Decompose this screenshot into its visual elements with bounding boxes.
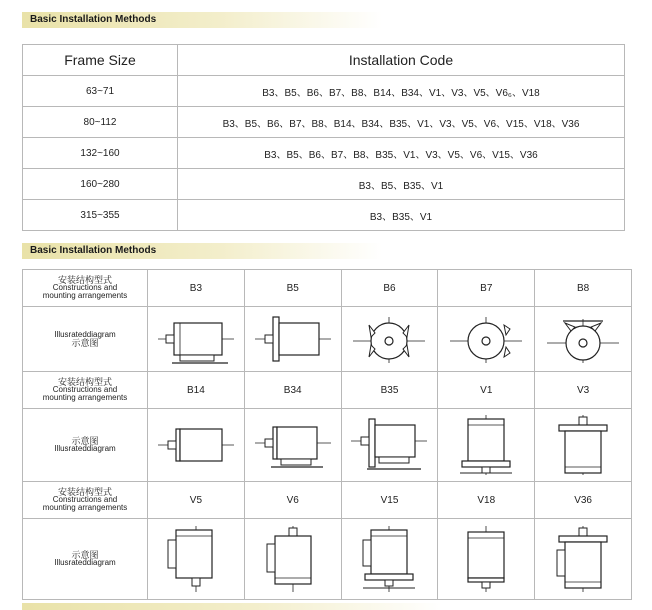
- frame-size-cell: 63~71: [23, 76, 178, 107]
- motor-wall-mount-icon: [349, 313, 429, 365]
- mount-code-cell: B5: [244, 270, 341, 307]
- section-banner-mid: Basic Installation Methods: [22, 243, 382, 259]
- diagram-label-en: Illusrateddiagram: [54, 558, 116, 567]
- frame-size-cell: 315~355: [23, 200, 178, 231]
- construction-label-en: Constructions and: [52, 385, 118, 394]
- installation-code-cell: B3、B5、B6、B7、B8、B14、B34、V1、V3、V5、V6₆、V18: [178, 76, 625, 107]
- mount-code-cell: V15: [341, 482, 438, 519]
- diagram-label-cn: 示意图: [71, 338, 99, 348]
- construction-label-en: Constructions and: [52, 283, 118, 292]
- frame-size-cell: 132~160: [23, 138, 178, 169]
- installation-code-cell: B3、B5、B6、B7、B8、B35、V1、V3、V5、V6、V15、V36: [178, 138, 625, 169]
- motor-vertical-flange-down-icon: [446, 413, 526, 477]
- mount-diagram-v6: [244, 519, 341, 600]
- table-header-row: [23, 45, 625, 76]
- mount-code-cell: B3: [148, 270, 245, 307]
- motor-wall-mount-icon: [446, 313, 526, 365]
- frame-size-cell: 80~112: [23, 107, 178, 138]
- construction-label: [23, 482, 148, 519]
- motor-vertical-foot-flange-down-icon: [349, 524, 429, 594]
- mount-code-cell: B35: [341, 372, 438, 409]
- motor-foot-mount-icon: [156, 313, 236, 365]
- construction-label-cn: 安装结构型式: [57, 487, 112, 497]
- diagram-label: [23, 409, 148, 482]
- motor-vertical-foot-up-icon: [253, 524, 333, 594]
- table-row: [23, 76, 625, 107]
- table-row: [23, 409, 632, 482]
- section-banner-top: Basic Installation Methods: [22, 12, 382, 28]
- table-row: [23, 482, 632, 519]
- mount-code-cell: V6: [244, 482, 341, 519]
- diagram-label: [23, 519, 148, 600]
- installation-code-header: Installation Code: [178, 45, 625, 76]
- motor-vertical-face-down-icon: [446, 524, 526, 594]
- construction-label: [23, 270, 148, 307]
- mount-diagram-v18: [438, 519, 535, 600]
- motor-vertical-foot-down-icon: [156, 524, 236, 594]
- installation-code-cell: B3、B35、V1: [178, 200, 625, 231]
- mounting-arrangements-table: [22, 269, 632, 600]
- motor-vertical-flange-up-icon: [543, 413, 623, 477]
- mount-code-cell: B8: [535, 270, 632, 307]
- construction-label-en: mounting arrangements: [42, 503, 128, 512]
- mount-code-cell: V18: [438, 482, 535, 519]
- mount-code-cell: V3: [535, 372, 632, 409]
- table-row: [23, 519, 632, 600]
- diagram-label: [23, 307, 148, 372]
- motor-ceiling-mount-icon: [543, 313, 623, 365]
- diagram-label-en: Illusrateddiagram: [54, 330, 116, 339]
- mount-diagram-b14: [148, 409, 245, 482]
- motor-vertical-foot-flange-up-icon: [543, 524, 623, 594]
- motor-face-mount-icon: [156, 415, 236, 475]
- table-row: [23, 307, 632, 372]
- frame-size-header: Frame Size: [23, 45, 178, 76]
- mount-diagram-b5: [244, 307, 341, 372]
- mount-diagram-v1: [438, 409, 535, 482]
- motor-flange-mount-icon: [253, 313, 333, 365]
- section-banner-bottom: [22, 603, 442, 610]
- mount-diagram-v5: [148, 519, 245, 600]
- table-row: [23, 138, 625, 169]
- installation-code-table: [22, 44, 625, 231]
- mount-code-cell: B34: [244, 372, 341, 409]
- mount-diagram-b6: [341, 307, 438, 372]
- mount-diagram-v15: [341, 519, 438, 600]
- frame-size-cell: 160~280: [23, 169, 178, 200]
- installation-code-cell: B3、B5、B6、B7、B8、B14、B34、B35、V1、V3、V5、V6、V15、V18、V36: [178, 107, 625, 138]
- diagram-label-cn: 示意图: [71, 436, 99, 446]
- construction-label-en: mounting arrangements: [42, 393, 128, 402]
- mount-code-cell: B6: [341, 270, 438, 307]
- table-row: [23, 169, 625, 200]
- motor-foot-flange-mount-icon: [349, 415, 429, 475]
- mount-code-cell: V36: [535, 482, 632, 519]
- construction-label-en: mounting arrangements: [42, 291, 128, 300]
- table-row: [23, 107, 625, 138]
- mount-diagram-b35: [341, 409, 438, 482]
- table-row: [23, 270, 632, 307]
- mount-diagram-v3: [535, 409, 632, 482]
- table-row: [23, 200, 625, 231]
- construction-label-en: Constructions and: [52, 495, 118, 504]
- mount-code-cell: B14: [148, 372, 245, 409]
- mount-code-cell: V1: [438, 372, 535, 409]
- mount-diagram-b3: [148, 307, 245, 372]
- construction-label-cn: 安装结构型式: [57, 275, 112, 285]
- construction-label-cn: 安装结构型式: [57, 377, 112, 387]
- table-row: [23, 372, 632, 409]
- diagram-label-en: Illusrateddiagram: [54, 444, 116, 453]
- diagram-label-cn: 示意图: [71, 550, 99, 560]
- mount-diagram-b8: [535, 307, 632, 372]
- mount-code-cell: V5: [148, 482, 245, 519]
- construction-label: [23, 372, 148, 409]
- mount-diagram-v36: [535, 519, 632, 600]
- mount-diagram-b34: [244, 409, 341, 482]
- installation-code-cell: B3、B5、B35、V1: [178, 169, 625, 200]
- motor-foot-face-mount-icon: [253, 415, 333, 475]
- mount-diagram-b7: [438, 307, 535, 372]
- mount-code-cell: B7: [438, 270, 535, 307]
